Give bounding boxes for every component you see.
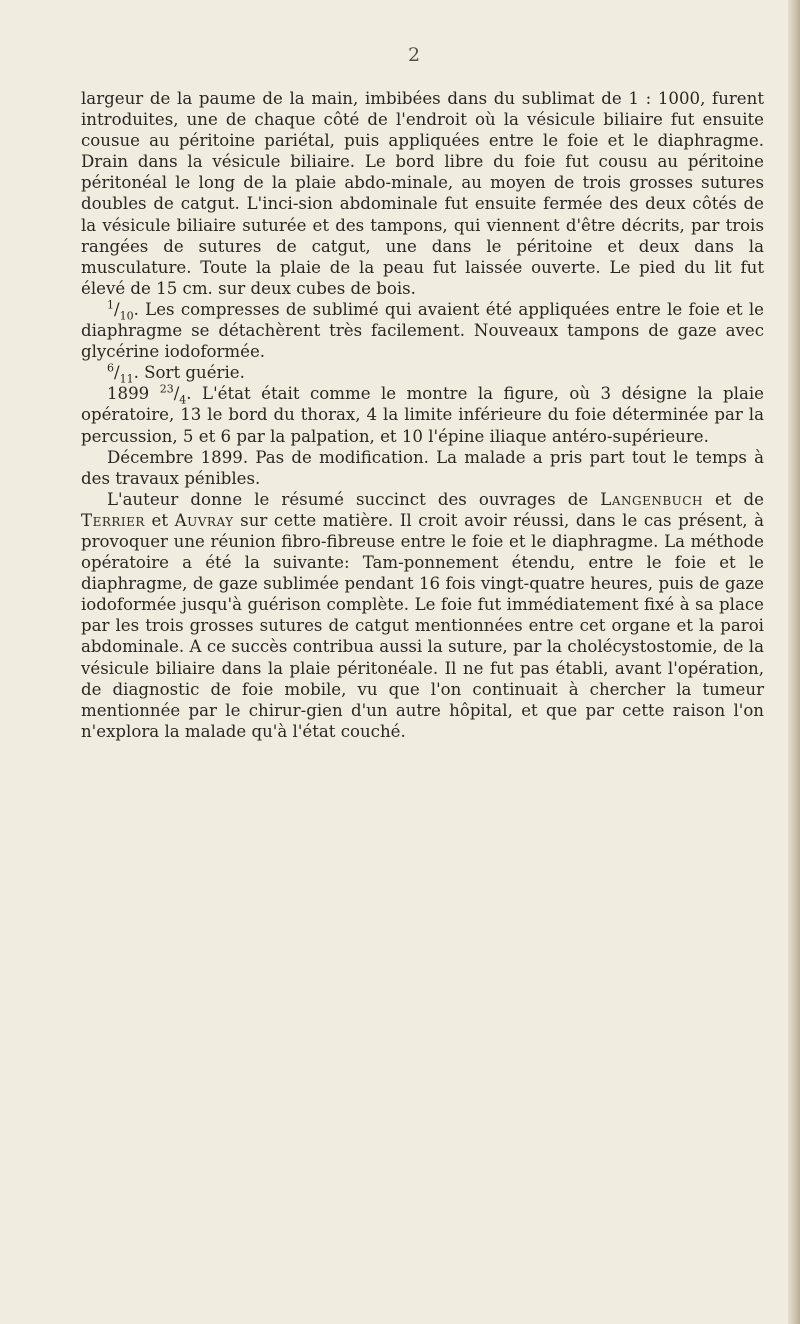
date-day: 1 (107, 298, 114, 312)
date-month: 4 (179, 393, 187, 407)
paragraph-december-1899 (81, 447, 764, 489)
date-fraction: $^{23}/_4$. (159, 382, 192, 407)
paragraph-1899-status (81, 383, 764, 446)
author-name: Terrier (81, 510, 145, 530)
paragraph-text: L'état était comme le montre la figure, où 3 désigne la plaie opératoire, 13 le bord du thorax, 4 la limite inférieure du foie déterminée par la percussion, 5 et 6 par la palpation, et 10 l'épine iliaque antéro-supérieure. (81, 384, 764, 446)
paragraph-text: Les compresses de sublimé qui avaient été appliquées entre le foie et le diaphragme se détachèrent très facilement. Nouveaux tampons de gaze avec glycérine iodoformée. (81, 299, 764, 362)
date-day: 6 (107, 361, 114, 375)
paragraph-text: Sort guérie. (144, 363, 245, 383)
date-month: 10 (119, 309, 134, 323)
page-number: 2 (408, 44, 422, 66)
paragraph-day-10 (81, 299, 764, 362)
date-fraction: $^1/_{10}$. (107, 298, 139, 323)
paragraph-text: sur cette matière. Il croit avoir réussi, dans le cas présent, à provoquer une réunion fibro-fibreuse entre le foie et le diaphragme. La méthode opératoire a été la suivante: Tam-ponnement étendu, entre le foie et le diaphragme, de gaze sublimée pendant 16 fois vingt-quatre heures, puis de gaze iodoformée jusqu'à guérison complète. Le foie fut immédiatement fixé à sa place par les trois grosses sutures de catgut mentionnées entre cet organe et la paroi abdominale. A ce succès contribua aussi la suture, par la cholécystostomie, de la vésicule biliaire dans la plaie péritonéale. Il ne fut pas établi, avant l'opération, de diagnostic de foie mobile, vu que l'on continuait à chercher la tumeur mentionnée par le chirur-gien d'un autre hôpital, et que par cette raison l'on n'explora la malade qu'à l'état couché. (81, 510, 765, 741)
paragraph-operation-details (81, 88, 764, 299)
year: 1899 (107, 384, 150, 404)
date-day: 23 (159, 382, 174, 396)
body-text (81, 88, 764, 742)
connector-text: et (151, 510, 169, 530)
author-name: Langenbuch (600, 489, 703, 509)
connector-text: et de (714, 489, 764, 509)
paragraph-lead: L'auteur donne le résumé succinct des ouvrages de (107, 489, 589, 509)
paragraph-author-summary (81, 489, 764, 742)
page-edge-shadow (788, 0, 800, 1324)
date-fraction: $^6/_{11}$. (107, 361, 139, 386)
paragraph-text: largeur de la paume de la main, imbibées dans du sublimat de 1 : 1000, furent introduites, une de chaque côté de l'endroit où la vésicule biliaire fut ensuite cousue au péritoine pariétal, puis appliquées entre le foie et le diaphragme. Drain dans la vésicule biliaire. Le bord libre du foie fut cousu au péritoine péritonéal le long de la plaie abdo-minale, au moyen de trois grosses sutures doubles de catgut. L'inci-sion abdominale fut ensuite fermée des deux côtés de la vésicule biliaire suturée et des tampons, qui viennent d'être décrits, par trois rangées de sutures de catgut, une dans le péritoine et deux dans la musculature. Toute la plaie de la peau fut laissée ouverte. Le pied du lit fut élevé de 15 cm. sur deux cubes de bois. (81, 89, 764, 298)
paragraph-day-11 (81, 361, 764, 386)
author-name: Auvray (174, 510, 234, 530)
paragraph-text: Décembre 1899. Pas de modification. La malade a pris part tout le temps à des travaux pénibles. (81, 447, 764, 488)
date-month: 11 (119, 372, 134, 386)
